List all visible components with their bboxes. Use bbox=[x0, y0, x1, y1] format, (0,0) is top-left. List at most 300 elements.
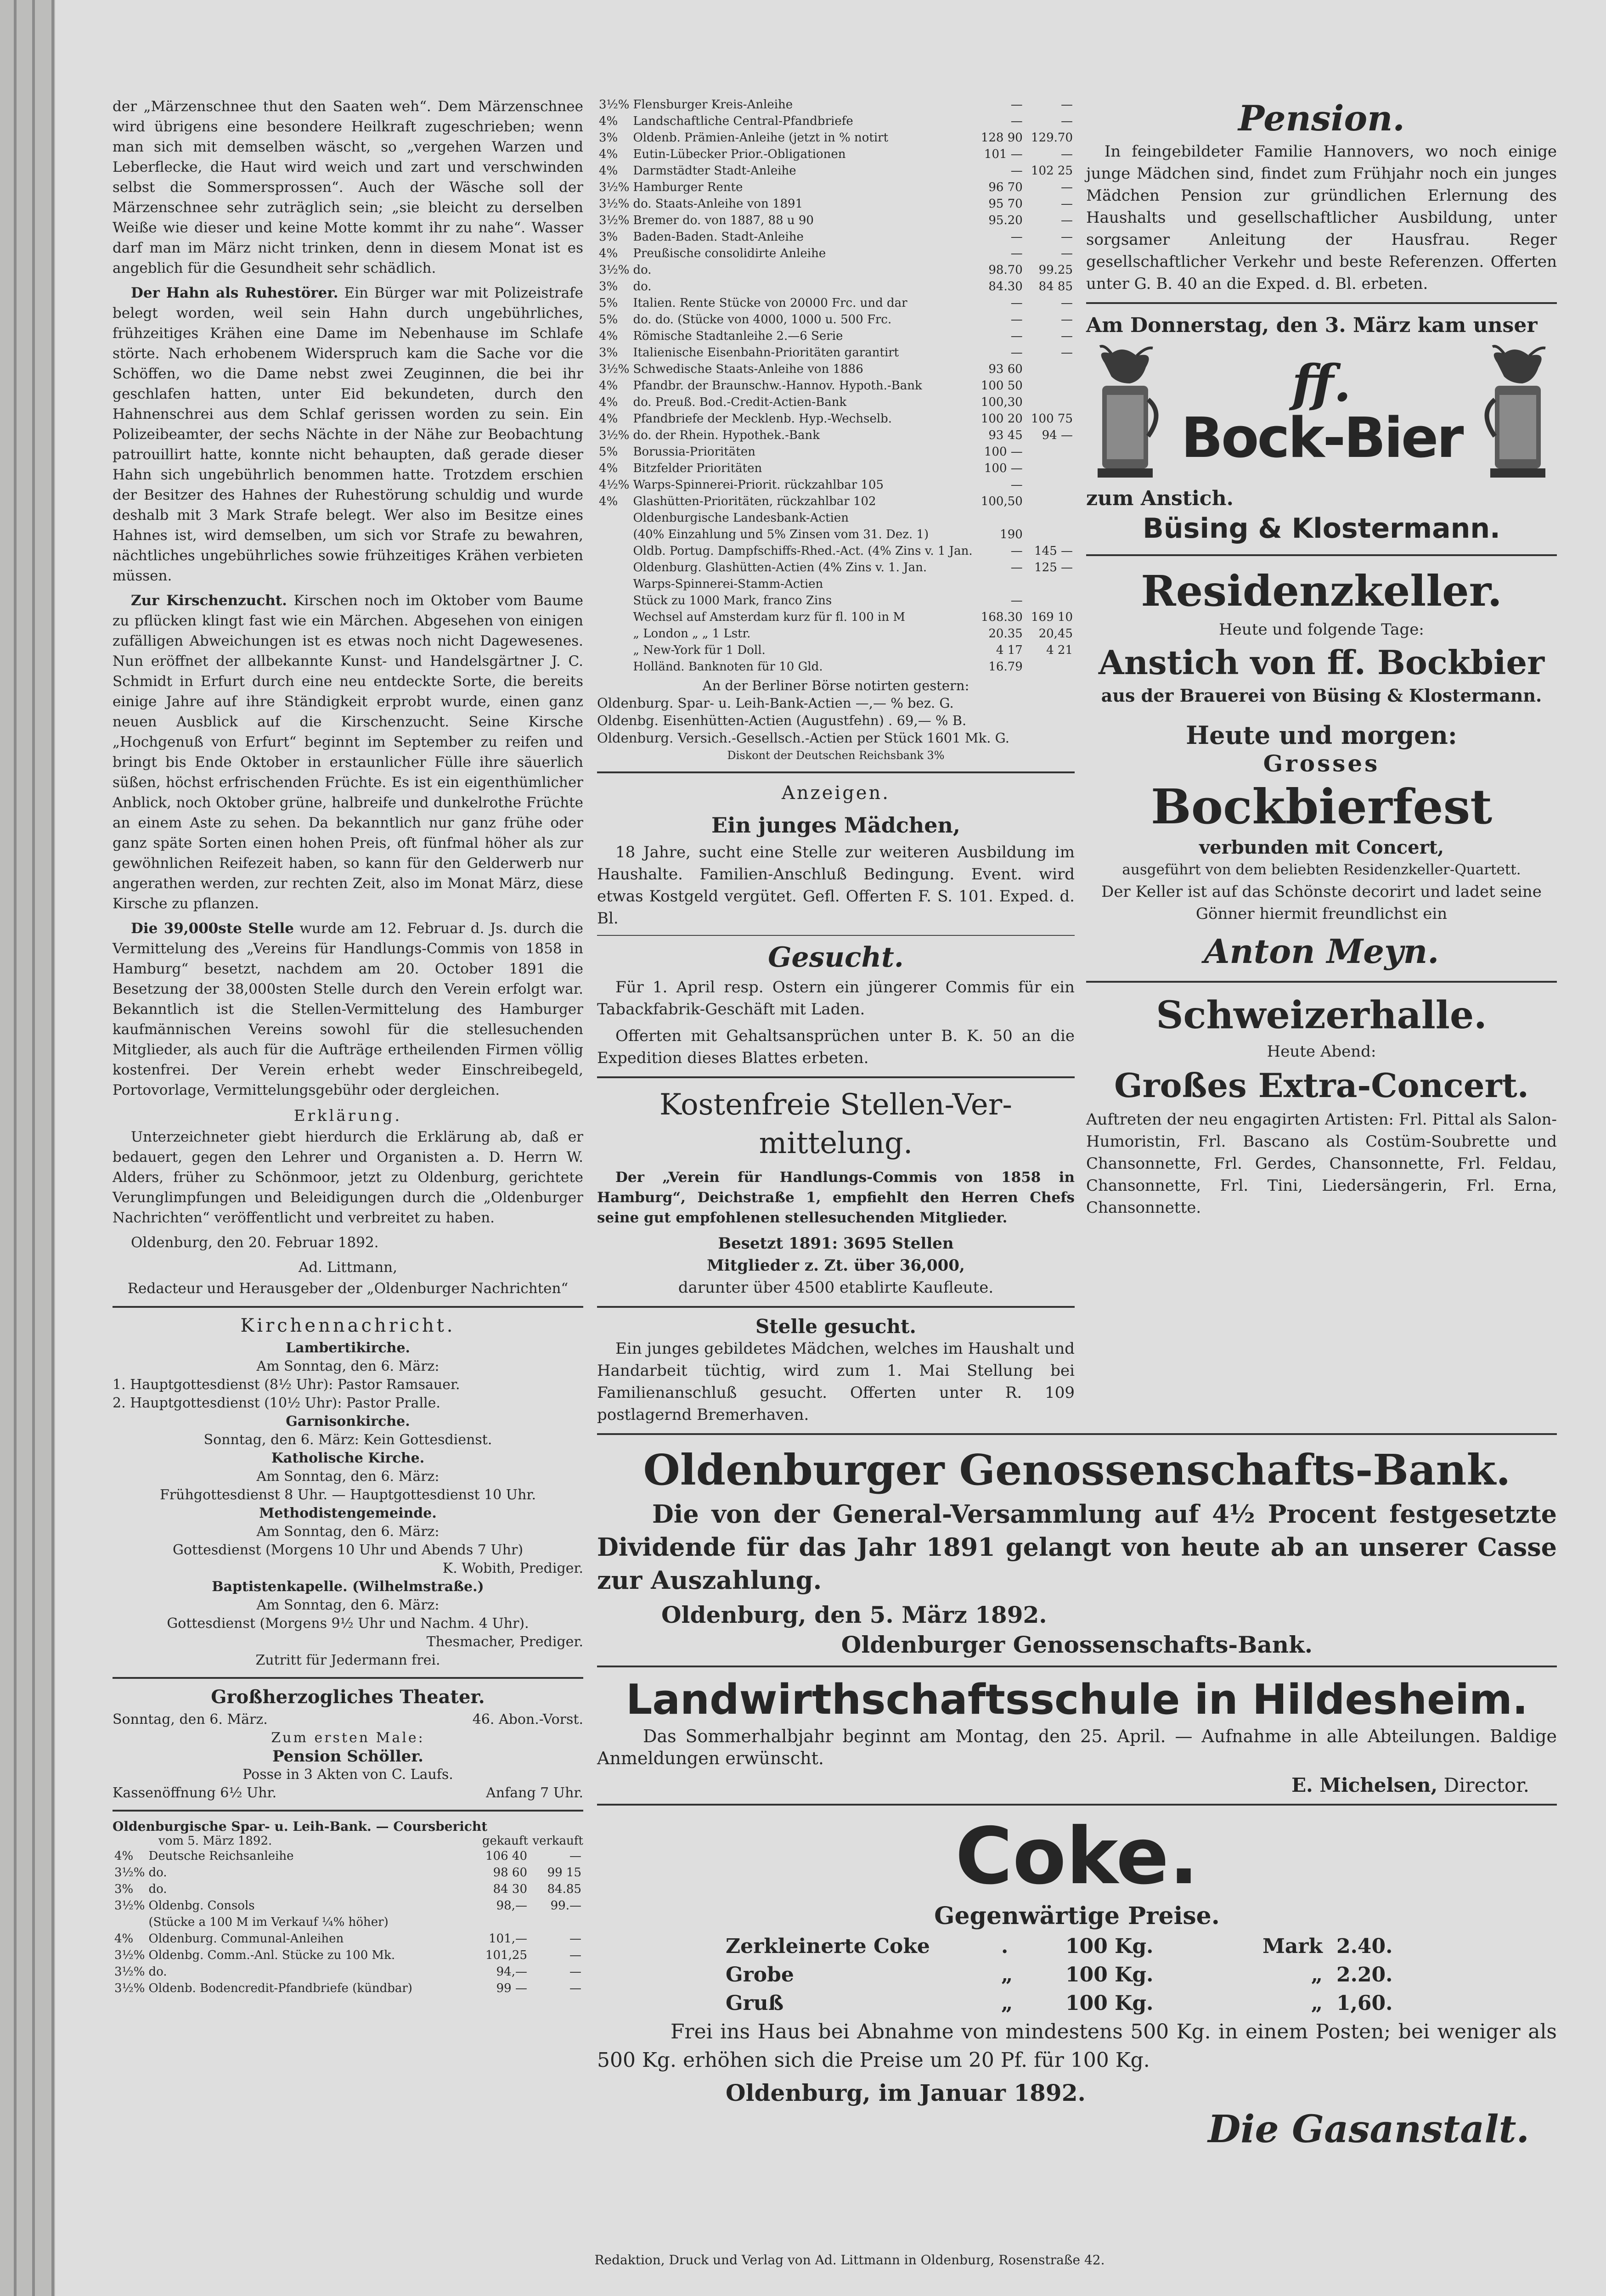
rate-percent bbox=[597, 526, 631, 543]
rate-sell: — bbox=[1061, 296, 1073, 310]
theater-times bbox=[113, 1784, 583, 1802]
rate-row bbox=[597, 113, 1075, 129]
rate-buy: 95 70 bbox=[988, 197, 1023, 211]
rate-row bbox=[597, 129, 1075, 146]
divider bbox=[113, 1677, 583, 1679]
rate-sell: 84 85 bbox=[1038, 280, 1073, 293]
kirche-line: Am Sonntag, den 6. März: bbox=[256, 1358, 440, 1374]
ausgefuehrt: ausgeführt von dem beliebten Residenzkeller-Quartett. bbox=[1122, 861, 1521, 878]
rate-row bbox=[113, 1930, 583, 1947]
hahn-article bbox=[113, 283, 583, 586]
divider bbox=[597, 935, 1075, 936]
erklaerung-date: Oldenburg, den 20. Februar 1892. bbox=[131, 1234, 379, 1251]
erklaerung-role: Redacteur und Herausgeber der „Oldenburger Nachrichten“ bbox=[127, 1280, 569, 1297]
kirche-line: Sonntag, den 6. März: Kein Gottesdienst. bbox=[203, 1432, 492, 1448]
heute-abend: Heute Abend: bbox=[1267, 1042, 1376, 1061]
meyn-sign: Anton Meyn. bbox=[1204, 932, 1439, 971]
schweiz-heading: Schweizerhalle. bbox=[1156, 993, 1487, 1037]
kirsch-heading: Zur Kirschenzucht. bbox=[131, 592, 287, 609]
price-row bbox=[726, 1989, 1557, 2018]
rate-name: Bitzfelder Prioritäten bbox=[633, 461, 762, 475]
rate-buy: 106 40 bbox=[485, 1849, 527, 1863]
rate-name: Wechsel auf Amsterdam kurz für fl. 100 in M bbox=[633, 610, 905, 624]
rate-sell: — bbox=[569, 1932, 581, 1946]
maedchen-heading: Ein junges Mädchen, bbox=[711, 813, 960, 838]
rate-percent: 3½% bbox=[599, 428, 630, 442]
rate-sell bbox=[1025, 394, 1075, 411]
rate-buy: — bbox=[1010, 313, 1023, 326]
rate-sell: — bbox=[1061, 230, 1073, 244]
auftreten-text: Auftreten der neu engagirten Artisten: Frl. Pittal als Salon-Humoristin, Frl. Bascano als Costüm-Soubrette und Chansonnette, Frl. Gerdes, Chansonnette, Frl. Feldau, Chansonnette, Frl. Tini, Liedersängerin, Frl. Erna, Chansonnette. bbox=[1086, 1110, 1557, 1217]
rate-name: Oldenbg. Consols bbox=[148, 1899, 255, 1913]
berlin-3: Oldenburg. Versich.-Gesellsch.-Actien per Stück 1601 Mk. G. bbox=[597, 730, 1009, 746]
rate-percent bbox=[597, 642, 631, 658]
rate-row bbox=[597, 229, 1075, 245]
erklaerung-sign: Ad. Littmann, bbox=[298, 1259, 398, 1276]
rate-sell bbox=[529, 1914, 583, 1930]
price-value: 1,60. bbox=[1336, 1992, 1393, 2015]
rate-percent: 3½% bbox=[599, 362, 630, 376]
gesucht-text: Für 1. April resp. Ostern ein jüngerer Commis für ein Tabackfabrik-Geschäft mit Laden. bbox=[597, 978, 1075, 1019]
rate-buy: 20.35 bbox=[988, 627, 1023, 641]
diskont: Diskont der Deutschen Reichsbank 3% bbox=[727, 749, 945, 762]
price-qty: 100 Kg. bbox=[1065, 1963, 1154, 1986]
rate-sell: — bbox=[1061, 329, 1073, 343]
rate-percent: 4% bbox=[599, 379, 618, 393]
divider bbox=[113, 1810, 583, 1812]
footer-imprint: Redaktion, Druck und Verlag von Ad. Littmann in Oldenburg, Rosenstraße 42. bbox=[594, 2252, 1105, 2268]
bockbierfest: Bockbierfest bbox=[1150, 778, 1493, 835]
rate-sell bbox=[1025, 477, 1075, 493]
schule-role: Director. bbox=[1443, 1774, 1529, 1796]
rate-buy: 100 50 bbox=[981, 379, 1023, 393]
rate-percent: 4% bbox=[599, 114, 618, 128]
grosses: Grosses bbox=[1263, 750, 1380, 777]
rate-sell: 4 21 bbox=[1046, 643, 1073, 657]
kosten-title2: mittelung. bbox=[759, 1126, 913, 1160]
scan-edge-line bbox=[32, 0, 35, 2296]
rate-sell: 129.70 bbox=[1031, 131, 1073, 145]
rate-percent: 4% bbox=[599, 164, 618, 178]
price-row bbox=[726, 1961, 1557, 1989]
kosten-besetzt: Besetzt 1891: 3695 Stellen bbox=[718, 1234, 954, 1253]
rate-name: do. bbox=[633, 280, 652, 293]
rate-sell: — bbox=[1061, 147, 1073, 161]
rate-buy: — bbox=[1010, 296, 1023, 310]
resid-anstich: Anstich von ff. Bockbier bbox=[1098, 643, 1545, 682]
price-row bbox=[726, 1932, 1557, 1961]
rate-buy: 100 — bbox=[984, 445, 1023, 459]
rate-row bbox=[113, 1980, 583, 1997]
rate-percent: 3% bbox=[599, 230, 618, 244]
rate-buy: 101,25 bbox=[485, 1948, 527, 1962]
rate-row bbox=[597, 96, 1075, 113]
rate-percent: 4% bbox=[599, 461, 618, 475]
theater-play: Pension Schöller. bbox=[272, 1747, 424, 1766]
stelle-article bbox=[113, 918, 583, 1100]
resid-heading: Residenzkeller. bbox=[1141, 566, 1502, 616]
stelle-gesucht-text: Ein junges gebildetes Mädchen, welches im Haushalt und Handarbeit tüchtig, wird zum 1. Mai Stellung bei Familienanschluß gesucht. Offerten unter R. 109 postlagernd Bremerhaven. bbox=[597, 1339, 1075, 1424]
bock-firm: Büsing & Klostermann. bbox=[1143, 512, 1500, 545]
rate-buy: 100 — bbox=[984, 461, 1023, 475]
rate-name: Warps-Spinnerei-Priorit. rückzahlbar 105 bbox=[633, 478, 884, 492]
maerzenschnee-text: der „Märzenschnee thut den Saaten weh“. Dem Märzenschnee wird übrigens eine besondere Heilkraft zugeschrieben; wenn man sich mit demselben wäscht, so „vergehen Warzen und Leberflecke, die Haut wird weich und zart und verschwinden selbst die Sommersprossen“. Auch der Wäsche soll der Märzenschnee sehr zuträglich sein; „sie bleicht zu derselben Weiße wie dieser und keine Motte kommt ihr zu nahe“. Wasser darf man im März nicht trinken, denn in diesem Monat ist es angeblich für die Gesundheit sehr schädlich. bbox=[113, 98, 583, 276]
kirche-line: Thesmacher, Prediger. bbox=[426, 1634, 583, 1650]
rate-name: do. Staats-Anleihe von 1891 bbox=[633, 197, 803, 211]
rate-sell: — bbox=[1061, 313, 1073, 326]
rate-row bbox=[113, 1947, 583, 1964]
rate-sell: — bbox=[1061, 114, 1073, 128]
rate-percent bbox=[597, 658, 631, 675]
kirche-line: 1. Hauptgottesdienst (8½ Uhr): Pastor Ramsauer. bbox=[113, 1377, 460, 1393]
rate-percent bbox=[597, 609, 631, 625]
rate-buy: — bbox=[1010, 230, 1023, 244]
kirche-line: Zutritt für Jedermann frei. bbox=[255, 1652, 440, 1668]
kirche-line: K. Wobith, Prediger. bbox=[442, 1560, 583, 1576]
pension-heading: Pension. bbox=[1238, 98, 1405, 139]
rate-name: Bremer do. von 1887, 88 u 90 bbox=[633, 214, 814, 227]
rate-name: (Stücke a 100 M im Verkauf ¼% höher) bbox=[148, 1915, 389, 1929]
keller-text: Der Keller ist auf das Schönste decorirt und ladet seine Gönner hiermit freundlichst ein bbox=[1101, 883, 1542, 923]
rate-row bbox=[113, 1864, 583, 1881]
rate-row bbox=[597, 245, 1075, 262]
goat-beer-stein-icon bbox=[1086, 344, 1164, 482]
rate-percent: 4% bbox=[114, 1849, 134, 1863]
price-value: 2.40. bbox=[1336, 1935, 1393, 1958]
rate-percent: 3½% bbox=[599, 180, 630, 194]
rate-row bbox=[597, 510, 1075, 526]
rate-buy: 168.30 bbox=[981, 610, 1023, 624]
rate-buy: 100,50 bbox=[981, 495, 1023, 508]
rate-sell: — bbox=[1061, 180, 1073, 194]
gesucht-heading: Gesucht. bbox=[768, 941, 904, 974]
rate-buy: 93 45 bbox=[988, 428, 1023, 442]
rate-row bbox=[597, 658, 1075, 675]
rate-name: do. bbox=[148, 1882, 167, 1896]
rate-buy: 101,— bbox=[489, 1932, 527, 1946]
bock-bier: Bock-Bier bbox=[1181, 406, 1462, 470]
rate-buy bbox=[975, 510, 1025, 526]
rate-sell bbox=[1025, 510, 1075, 526]
divider bbox=[597, 1306, 1075, 1308]
rate-sell bbox=[1025, 377, 1075, 394]
rate-percent: 3½% bbox=[599, 197, 630, 211]
bank-sign: Oldenburger Genossenschafts-Bank. bbox=[841, 1631, 1313, 1658]
verbunden: verbunden mit Concert, bbox=[1199, 837, 1444, 858]
bock-anstich: zum Anstich. bbox=[1086, 487, 1234, 510]
theater-open: Kassenöffnung 6½ Uhr. bbox=[113, 1785, 277, 1801]
rate-name: do. bbox=[148, 1866, 167, 1880]
rate-name: do. bbox=[148, 1965, 167, 1979]
rate-percent bbox=[597, 543, 631, 559]
rate-row bbox=[597, 394, 1075, 411]
rate-row bbox=[597, 146, 1075, 163]
rate-percent: 3% bbox=[599, 346, 618, 360]
rate-sell: — bbox=[569, 1981, 581, 1995]
kosten-title1: Kostenfreie Stellen-Ver- bbox=[659, 1088, 1012, 1122]
rate-percent: 4% bbox=[599, 495, 618, 508]
rate-sell: — bbox=[1061, 214, 1073, 227]
rate-row bbox=[597, 559, 1075, 576]
price-name: Zerkleinerte Coke bbox=[726, 1935, 930, 1958]
rate-percent: 4% bbox=[599, 395, 618, 409]
rate-buy: — bbox=[1010, 164, 1023, 178]
rate-name: Oldenb. Prämien-Anleihe (jetzt in % notirt bbox=[633, 131, 889, 145]
rate-row bbox=[597, 311, 1075, 328]
price-value: 2.20. bbox=[1336, 1963, 1393, 1986]
price-name: Grobe bbox=[726, 1963, 794, 1986]
spar-h1: gekauft bbox=[482, 1834, 528, 1848]
column-left bbox=[113, 96, 583, 1997]
divider bbox=[597, 771, 1075, 773]
rate-name: Pfandbr. der Braunschw.-Hannov. Hypoth.-Bank bbox=[633, 379, 922, 393]
price-qty: 100 Kg. bbox=[1065, 1992, 1154, 2015]
coke-title: Coke. bbox=[955, 1811, 1199, 1902]
heute-morgen: Heute und morgen: bbox=[1186, 720, 1457, 750]
kosten-kaufleute: darunter über 4500 etablirte Kaufleute. bbox=[678, 1278, 994, 1297]
rate-buy: 99 — bbox=[496, 1981, 527, 1995]
theater-date: Sonntag, den 6. März. bbox=[113, 1711, 268, 1728]
rate-row bbox=[113, 1881, 583, 1897]
kirche-line: Am Sonntag, den 6. März: bbox=[256, 1469, 440, 1485]
bock-intro: Am Donnerstag, den 3. März kam unser bbox=[1086, 314, 1538, 337]
divider bbox=[597, 1076, 1075, 1078]
rate-buy: — bbox=[1010, 114, 1023, 128]
theater-desc: Posse in 3 Akten von C. Laufs. bbox=[242, 1767, 453, 1783]
price-ditto: „ bbox=[1001, 1992, 1013, 2015]
rate-name: Holländ. Banknoten für 10 Gld. bbox=[633, 660, 823, 674]
rate-percent: 5% bbox=[599, 313, 618, 326]
rate-percent: 3% bbox=[599, 131, 618, 145]
price-list bbox=[597, 1932, 1557, 2018]
frei-text: Frei ins Haus bei Abnahme von mindestens 500 Kg. in einem Posten; bei weniger als 500 Kg. erhöhen sich die Preise um 20 Pf. für 100 Kg. bbox=[597, 2020, 1557, 2072]
rate-name: Pfandbriefe der Mecklenb. Hyp.-Wechselb. bbox=[633, 412, 892, 426]
rate-sell bbox=[1025, 444, 1075, 460]
resid-brauerei: aus der Brauerei von Büsing & Klostermann. bbox=[1101, 685, 1542, 706]
theater-start: Anfang 7 Uhr. bbox=[486, 1785, 583, 1801]
rate-name: Warps-Spinnerei-Stamm-Actien bbox=[633, 577, 823, 591]
rate-row bbox=[597, 295, 1075, 311]
rate-buy: 84 30 bbox=[493, 1882, 527, 1896]
rate-row bbox=[597, 526, 1075, 543]
rate-sell bbox=[1025, 493, 1075, 510]
rate-sell: — bbox=[1061, 247, 1073, 260]
rate-name: Italien. Rente Stücke von 20000 Frc. und dar bbox=[633, 296, 907, 310]
bock-banner bbox=[1086, 344, 1557, 482]
rate-percent: 4% bbox=[599, 412, 618, 426]
rate-row bbox=[597, 609, 1075, 625]
rate-sell: 145 — bbox=[1034, 544, 1073, 558]
rate-buy: 128 90 bbox=[981, 131, 1023, 145]
theater-line bbox=[113, 1711, 583, 1729]
rate-sell bbox=[1025, 576, 1075, 592]
rate-buy: — bbox=[1010, 544, 1023, 558]
rate-name: „ London „ „ 1 Lstr. bbox=[633, 627, 751, 641]
price-ditto: „ bbox=[1001, 1963, 1013, 1986]
rate-sell: 102 25 bbox=[1031, 164, 1073, 178]
rate-sell: 100 75 bbox=[1031, 412, 1073, 426]
divider bbox=[1086, 981, 1557, 983]
rate-percent bbox=[597, 576, 631, 592]
rate-name: Römische Stadtanleihe 2.—6 Serie bbox=[633, 329, 843, 343]
rate-percent bbox=[597, 625, 631, 642]
rate-buy: 98.70 bbox=[988, 263, 1023, 277]
rate-buy: 93 60 bbox=[988, 362, 1023, 376]
rate-buy: — bbox=[1010, 329, 1023, 343]
rate-percent: 3½% bbox=[114, 1948, 145, 1962]
bank-text: Die von der General-Versammlung auf 4½ Procent festgesetzte Dividende für das Jahr 1891 gelangt von heute ab an unserer Casse zur Auszahlung. bbox=[597, 1499, 1557, 1595]
kirche-line: Methodistengemeinde. bbox=[259, 1505, 437, 1521]
rate-buy: 98 60 bbox=[493, 1866, 527, 1880]
schule-sign: E. Michelsen, bbox=[1291, 1774, 1438, 1796]
theater-first: Zum ersten Male: bbox=[271, 1730, 425, 1746]
stelle-gesucht-heading: Stelle gesucht. bbox=[755, 1315, 917, 1338]
rate-name: do. Preuß. Bod.-Credit-Actien-Bank bbox=[633, 395, 847, 409]
rate-name: Baden-Baden. Stadt-Anleihe bbox=[633, 230, 804, 244]
rate-name: do. der Rhein. Hypothek.-Bank bbox=[633, 428, 820, 442]
rate-name: Oldb. Portug. Dampfschiffs-Rhed.-Act. (4% Zins v. 1 Jan. bbox=[633, 544, 973, 558]
kirche-line: Am Sonntag, den 6. März: bbox=[256, 1597, 440, 1613]
spar-table bbox=[113, 1848, 583, 1997]
rate-row bbox=[597, 460, 1075, 477]
bock-ff: ff. bbox=[1291, 354, 1352, 413]
kirche-title: Kirchennachricht. bbox=[240, 1315, 456, 1336]
rate-name: Deutsche Reichsanleihe bbox=[148, 1849, 294, 1863]
rate-buy: 96 70 bbox=[988, 180, 1023, 194]
bock-text-block bbox=[1164, 354, 1479, 470]
rate-name: Schwedische Staats-Anleihe von 1886 bbox=[633, 362, 863, 376]
rate-row bbox=[597, 196, 1075, 212]
rate-row bbox=[597, 642, 1075, 658]
rate-buy: 101 — bbox=[984, 147, 1023, 161]
rate-percent: 3% bbox=[599, 280, 618, 293]
rate-percent: 4% bbox=[599, 329, 618, 343]
spar-header bbox=[113, 1834, 583, 1848]
rate-percent: 3½% bbox=[599, 263, 630, 277]
hahn-text: Ein Bürger war mit Polizeistrafe belegt worden, weil sein Hahn durch ungebührliches, frühzeitiges Krähen eine Dame im Nebenhause im Schlafe störte. Nach erhobenem Widerspruch kam die Sache vor die Schöffen, wo die Dame nebst zwei Zeuginnen, die bei ihr geschlafen hatten, unter Eid bekundeten, durch den Hahnenschrei aus dem Schlaf gerissen worden zu sein. Ein Polizeibeamter, der sechs Nächte in der Nähe zur Beobachtung patrouillirt hatte, konnte nicht behaupten, daß gerade dieser Hahn sich ungebührlich benommen hatte. Trotzdem erschien der Besitzer des Hahnes der Ruhestörung schuldig und wurde deshalb mit 3 Mark Strafe belegt. Wer also im Besitze eines Hahnes ist, wird demselben, um sich vor Strafe zu bewahren, nächtliches ungebührliches sowie frühzeitiges Krähen verbieten müssen. bbox=[113, 285, 584, 584]
preise-title: Gegenwärtige Preise. bbox=[934, 1902, 1220, 1930]
bank-title: Oldenburger Genossenschafts-Bank. bbox=[643, 1445, 1511, 1495]
kosten-text: Der „Verein für Handlungs-Commis von 1858 in Hamburg“, Deichstraße 1, empfiehlt den Herren Chefs seine gut empfohlenen stellesuchenden Mitglieder. bbox=[597, 1169, 1075, 1226]
rate-row bbox=[113, 1848, 583, 1864]
rate-percent: 3½% bbox=[599, 214, 630, 227]
rate-name: „ New-York für 1 Doll. bbox=[633, 643, 766, 657]
rate-buy: — bbox=[1010, 594, 1023, 608]
kirche-line: Gottesdienst (Morgens 9½ Uhr und Nachm. 4 Uhr). bbox=[167, 1615, 529, 1632]
stelle-heading: Die 39,000ste Stelle bbox=[131, 920, 294, 937]
gas-date: Oldenburg, im Januar 1892. bbox=[726, 2079, 1086, 2106]
rate-row bbox=[597, 427, 1075, 444]
rate-name: do. bbox=[633, 263, 652, 277]
wide-ads bbox=[597, 1426, 1557, 2152]
rate-row bbox=[597, 262, 1075, 278]
erklaerung-title: Erklärung. bbox=[293, 1107, 402, 1125]
rate-buy: — bbox=[1010, 561, 1023, 574]
rate-name: (40% Einzahlung und 5% Zinsen vom 31. Dez. 1) bbox=[633, 528, 929, 541]
rate-sell: — bbox=[569, 1849, 581, 1863]
rate-sell bbox=[1025, 592, 1075, 609]
rate-name: Oldenburg. Glashütten-Actien (4% Zins v. 1. Jan. bbox=[633, 561, 927, 574]
rate-sell bbox=[1025, 526, 1075, 543]
rate-row bbox=[597, 278, 1075, 295]
rate-name: Oldenb. Bodencredit-Pfandbriefe (kündbar) bbox=[148, 1981, 412, 1995]
rate-name: do. do. (Stücke von 4000, 1000 u. 500 Frc. bbox=[633, 313, 892, 326]
kirche-line: Am Sonntag, den 6. März: bbox=[256, 1524, 440, 1540]
rate-buy: 98,— bbox=[496, 1899, 527, 1913]
resid-tage: Heute und folgende Tage: bbox=[1219, 620, 1424, 639]
spar-title: Oldenburgische Spar- u. Leih-Bank. — Coursbericht bbox=[113, 1819, 488, 1834]
extra-concert: Großes Extra-Concert. bbox=[1114, 1066, 1529, 1105]
pension-text: In feingebildeter Familie Hannovers, wo noch einige junge Mädchen sind, findet zum Frühjahr noch ein junges Mädchen Pension zur gründlichen Erlernung des Haushalts und gesellschaftlicher Ausbildung, unter sorgsamer Anleitung der Hausfrau. Reger gesellschaftlicher Verkehr und beste Referenzen. Offerten unter G. B. 40 an die Exped. d. Bl. erbeten. bbox=[1086, 142, 1557, 293]
kirche-line: Baptistenkapelle. (Wilhelmstraße.) bbox=[212, 1579, 484, 1595]
rate-row bbox=[113, 1897, 583, 1914]
divider bbox=[1086, 554, 1557, 556]
maedchen-text: 18 Jahre, sucht eine Stelle zur weiteren Ausbildung im Haushalte. Familien-Anschluß Bedingung. Event. wird etwas Kostgeld vergütet. Gefl. Offerten F. S. 101. Exped. d. Bl. bbox=[597, 843, 1075, 928]
rate-sell: — bbox=[569, 1965, 581, 1979]
rate-buy: — bbox=[1010, 247, 1023, 260]
spar-h2: verkauft bbox=[532, 1834, 583, 1848]
rate-sell bbox=[1025, 658, 1075, 675]
rate-row bbox=[597, 344, 1075, 361]
rate-buy: 100,30 bbox=[981, 395, 1023, 409]
rate-buy: — bbox=[1010, 478, 1023, 492]
rate-name: Italienische Eisenbahn-Prioritäten garantirt bbox=[633, 346, 899, 360]
rate-sell: — bbox=[569, 1948, 581, 1962]
stelle-text: wurde am 12. Februar d. Js. durch die Vermittelung des „Vereins für Handlungs-Commis von 1858 in Hamburg“ besetzt, nachdem am 20. October 1891 die Besetzung der 38,000sten Stelle durch den Verein erfolgt war. Bekanntlich ist die Stellen-Vermittelung des Hamburger kaufmännischen Vereins sowohl für die stellesuchenden Mitglieder, als auch für die Aufträge ertheilenden Firmen völlig kostenfrei. Der Verein erhebt weder Einschreibegeld, Portovorlage, Vermittelungsgebühr oder dergleichen. bbox=[113, 920, 583, 1098]
rate-percent bbox=[597, 592, 631, 609]
rate-row bbox=[113, 1914, 583, 1930]
rate-name: Oldenbg. Comm.-Anl. Stücke zu 100 Mk. bbox=[148, 1948, 395, 1962]
rate-name: Oldenburgische Landesbank-Actien bbox=[633, 511, 849, 525]
divider bbox=[1086, 302, 1557, 304]
rate-sell: 169 10 bbox=[1031, 610, 1073, 624]
rate-row bbox=[597, 411, 1075, 427]
scan-edge-line bbox=[14, 0, 17, 2296]
erklaerung-text: Unterzeichneter giebt hierdurch die Erklärung ab, daß er bedauert, gegen den Lehrer und Organisten a. D. Herrn W. Alders, früher zu Schönmoor, jetzt zu Oldenburg, gerichtete Verunglimpfungen und Beleidigungen durch die „Oldenburger Nachrichten“ veröffentlicht und verbreitet zu haben. bbox=[113, 1129, 583, 1226]
rate-percent: 5% bbox=[599, 296, 618, 310]
rate-percent bbox=[597, 559, 631, 576]
gas-sign: Die Gasanstalt. bbox=[1208, 2107, 1529, 2151]
rate-row bbox=[597, 592, 1075, 609]
rate-row bbox=[597, 212, 1075, 229]
divider bbox=[597, 1666, 1557, 1667]
berlin-title: An der Berliner Börse notirten gestern: bbox=[702, 678, 969, 693]
rate-name: Borussia-Prioritäten bbox=[633, 445, 755, 459]
rate-row bbox=[113, 1964, 583, 1980]
kirche-line: Katholische Kirche. bbox=[271, 1450, 425, 1466]
kirche-line: Garnisonkirche. bbox=[286, 1413, 410, 1429]
scan-edge-line bbox=[51, 0, 54, 2296]
rate-percent: 4½% bbox=[599, 478, 630, 492]
rate-row bbox=[597, 543, 1075, 559]
rate-percent: 3½% bbox=[114, 1899, 145, 1913]
schule-title: Landwirthschaftsschule in Hildesheim. bbox=[625, 1676, 1528, 1724]
rate-buy: 16.79 bbox=[988, 660, 1023, 674]
rate-name: Oldenburg. Communal-Anleihen bbox=[148, 1932, 344, 1946]
rate-name: Stück zu 1000 Mark, franco Zins bbox=[633, 594, 832, 608]
rate-buy: 95.20 bbox=[988, 214, 1023, 227]
rate-buy: 190 bbox=[1000, 528, 1023, 541]
kirche-line: Lambertikirche. bbox=[286, 1340, 410, 1356]
rate-row bbox=[597, 477, 1075, 493]
rate-percent: 3½% bbox=[114, 1866, 145, 1880]
rate-percent: 4% bbox=[599, 147, 618, 161]
rate-sell: 99.25 bbox=[1038, 263, 1073, 277]
gesucht-text2: Offerten mit Gehaltsansprüchen unter B. K. 50 an die Expedition dieses Blattes erbeten. bbox=[597, 1027, 1075, 1067]
rate-percent bbox=[597, 510, 631, 526]
rate-row bbox=[597, 444, 1075, 460]
rate-buy: — bbox=[1010, 346, 1023, 360]
